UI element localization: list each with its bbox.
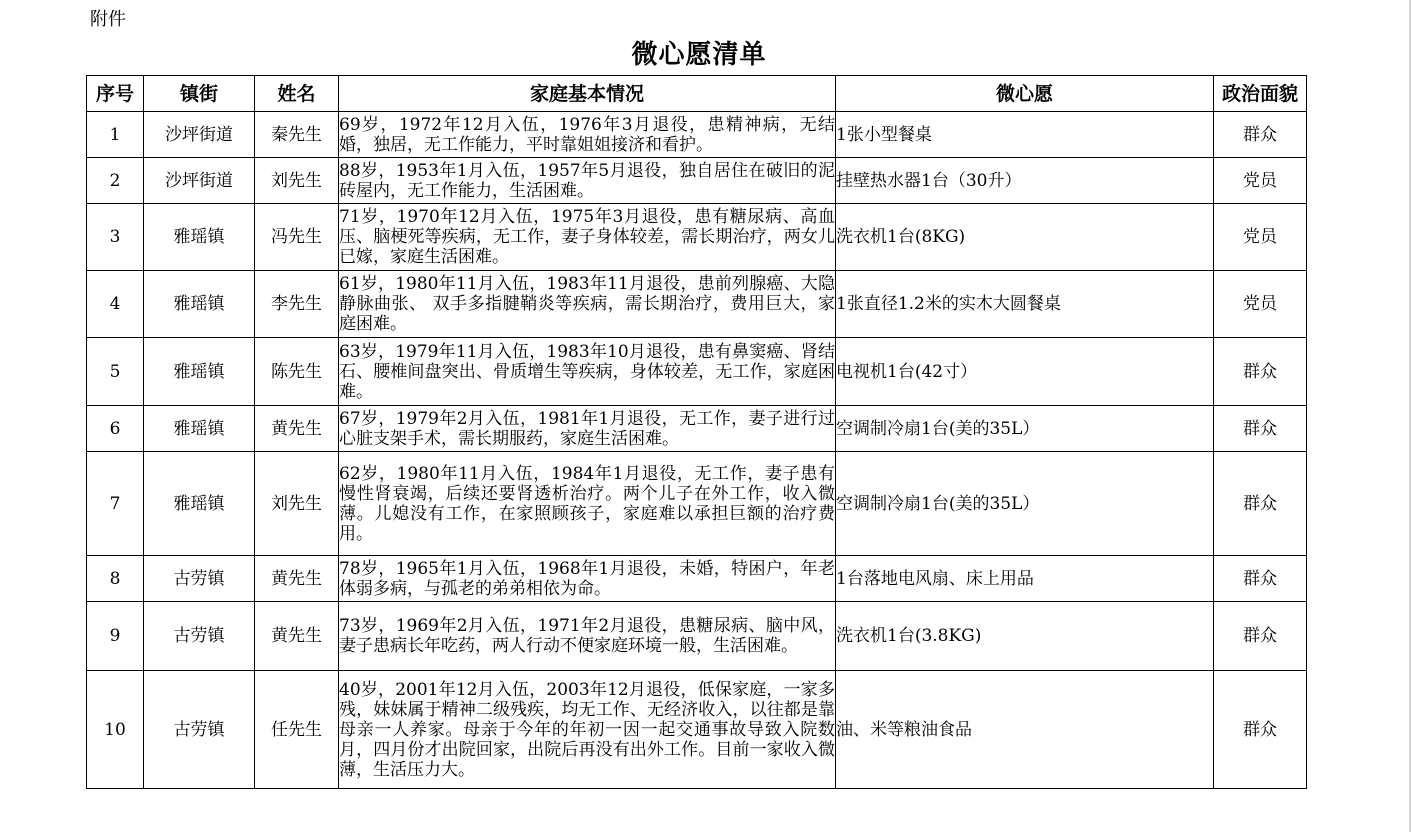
column-header-no: 序号 [87, 76, 144, 112]
cell-situation: 71岁，1970年12月入伍，1975年3月退役，患有糖尿病、高血压、脑梗死等疾病，无工作，妻子身体较差，需长期治疗，两女儿已嫁，家庭生活困难。 [339, 204, 836, 271]
table-row [87, 556, 1307, 602]
cell-wish: 洗衣机1台(8KG) [836, 204, 1214, 271]
cell-town: 沙坪街道 [144, 158, 255, 204]
table-row [87, 602, 1307, 671]
cell-situation: 78岁，1965年1月入伍，1968年1月退役，未婚，特困户，年老体弱多病，与孤老的弟弟相依为命。 [339, 556, 836, 602]
cell-no: 5 [87, 338, 144, 406]
cell-no: 9 [87, 602, 144, 671]
cell-wish: 1张小型餐桌 [836, 112, 1214, 158]
cell-wish: 空调制冷扇1台(美的35L） [836, 452, 1214, 556]
cell-no: 10 [87, 671, 144, 789]
column-header-situation: 家庭基本情况 [339, 76, 836, 112]
cell-situation: 69岁，1972年12月入伍，1976年3月退役，患精神病，无结婚，独居，无工作能力，平时靠姐姐接济和看护。 [339, 112, 836, 158]
cell-situation: 63岁，1979年11月入伍，1983年10月退役，患有鼻窦癌、肾结石、腰椎间盘突出、骨质增生等疾病，身体较差，无工作，家庭困难。 [339, 338, 836, 406]
column-header-political: 政治面貌 [1214, 76, 1307, 112]
table-row [87, 671, 1307, 789]
page-title: 微心愿清单 [631, 40, 767, 70]
cell-wish: 洗衣机1台(3.8KG) [836, 602, 1214, 671]
cell-town: 雅瑶镇 [144, 452, 255, 556]
column-header-wish: 微心愿 [836, 76, 1214, 112]
cell-wish: 电视机1台(42寸） [836, 338, 1214, 406]
cell-political: 群众 [1214, 556, 1307, 602]
cell-name: 黄先生 [255, 556, 339, 602]
cell-political: 党员 [1214, 158, 1307, 204]
cell-no: 1 [87, 112, 144, 158]
cell-town: 古劳镇 [144, 602, 255, 671]
cell-name: 冯先生 [255, 204, 339, 271]
cell-town: 雅瑶镇 [144, 204, 255, 271]
cell-name: 李先生 [255, 271, 339, 338]
cell-name: 刘先生 [255, 158, 339, 204]
cell-political: 党员 [1214, 204, 1307, 271]
table-row [87, 406, 1307, 452]
table-row [87, 452, 1307, 556]
cell-town: 雅瑶镇 [144, 271, 255, 338]
cell-town: 古劳镇 [144, 556, 255, 602]
table-row [87, 338, 1307, 406]
cell-name: 刘先生 [255, 452, 339, 556]
cell-situation: 67岁，1979年2月入伍，1981年1月退役，无工作，妻子进行过心脏支架手术，需长期服药，家庭生活困难。 [339, 406, 836, 452]
cell-wish: 油、米等粮油食品 [836, 671, 1214, 789]
cell-name: 黄先生 [255, 406, 339, 452]
cell-name: 黄先生 [255, 602, 339, 671]
cell-no: 4 [87, 271, 144, 338]
cell-political: 党员 [1214, 271, 1307, 338]
cell-wish: 1张直径1.2米的实木大圆餐桌 [836, 271, 1214, 338]
wish-list-table [86, 75, 1307, 789]
cell-political: 群众 [1214, 602, 1307, 671]
cell-wish: 空调制冷扇1台(美的35L） [836, 406, 1214, 452]
cell-political: 群众 [1214, 338, 1307, 406]
cell-name: 秦先生 [255, 112, 339, 158]
table-row [87, 271, 1307, 338]
cell-wish: 挂壁热水器1台（30升） [836, 158, 1214, 204]
attachment-label: 附件 [90, 9, 126, 30]
cell-name: 任先生 [255, 671, 339, 789]
table-row [87, 204, 1307, 271]
cell-situation: 88岁，1953年1月入伍，1957年5月退役，独自居住在破旧的泥砖屋内，无工作能力，生活困难。 [339, 158, 836, 204]
cell-wish: 1台落地电风扇、床上用品 [836, 556, 1214, 602]
cell-name: 陈先生 [255, 338, 339, 406]
cell-political: 群众 [1214, 112, 1307, 158]
column-header-name: 姓名 [255, 76, 339, 112]
cell-town: 古劳镇 [144, 671, 255, 789]
cell-situation: 73岁，1969年2月入伍，1971年2月退役，患糖尿病、脑中风，妻子患病长年吃药，两人行动不便家庭环境一般，生活困难。 [339, 602, 836, 671]
cell-no: 6 [87, 406, 144, 452]
cell-no: 3 [87, 204, 144, 271]
cell-no: 7 [87, 452, 144, 556]
cell-no: 8 [87, 556, 144, 602]
cell-situation: 62岁，1980年11月入伍，1984年1月退役，无工作，妻子患有慢性肾衰竭，后续还要肾透析治疗。两个儿子在外工作，收入微薄。儿媳没有工作，在家照顾孩子，家庭难以承担巨额的治疗费用。 [339, 452, 836, 556]
cell-town: 雅瑶镇 [144, 338, 255, 406]
table-row [87, 158, 1307, 204]
table-row [87, 112, 1307, 158]
cell-political: 群众 [1214, 406, 1307, 452]
cell-situation: 61岁，1980年11月入伍，1983年11月退役，患前列腺癌、大隐静脉曲张、 双手多指腱鞘炎等疾病，需长期治疗，费用巨大，家庭困难。 [339, 271, 836, 338]
table-header-row [87, 76, 1307, 112]
cell-political: 群众 [1214, 452, 1307, 556]
cell-no: 2 [87, 158, 144, 204]
column-header-town: 镇街 [144, 76, 255, 112]
cell-political: 群众 [1214, 671, 1307, 789]
cell-town: 雅瑶镇 [144, 406, 255, 452]
cell-situation: 40岁，2001年12月入伍，2003年12月退役，低保家庭，一家多残，妹妹属于精神二级残疾，均无工作、无经济收入，以往都是靠母亲一人养家。母亲于今年的年初一因一起交通事故导致入院数月，四月份才出院回家，出院后再没有出外工作。目前一家收入微薄，生活压力大。 [339, 671, 836, 789]
cell-town: 沙坪街道 [144, 112, 255, 158]
